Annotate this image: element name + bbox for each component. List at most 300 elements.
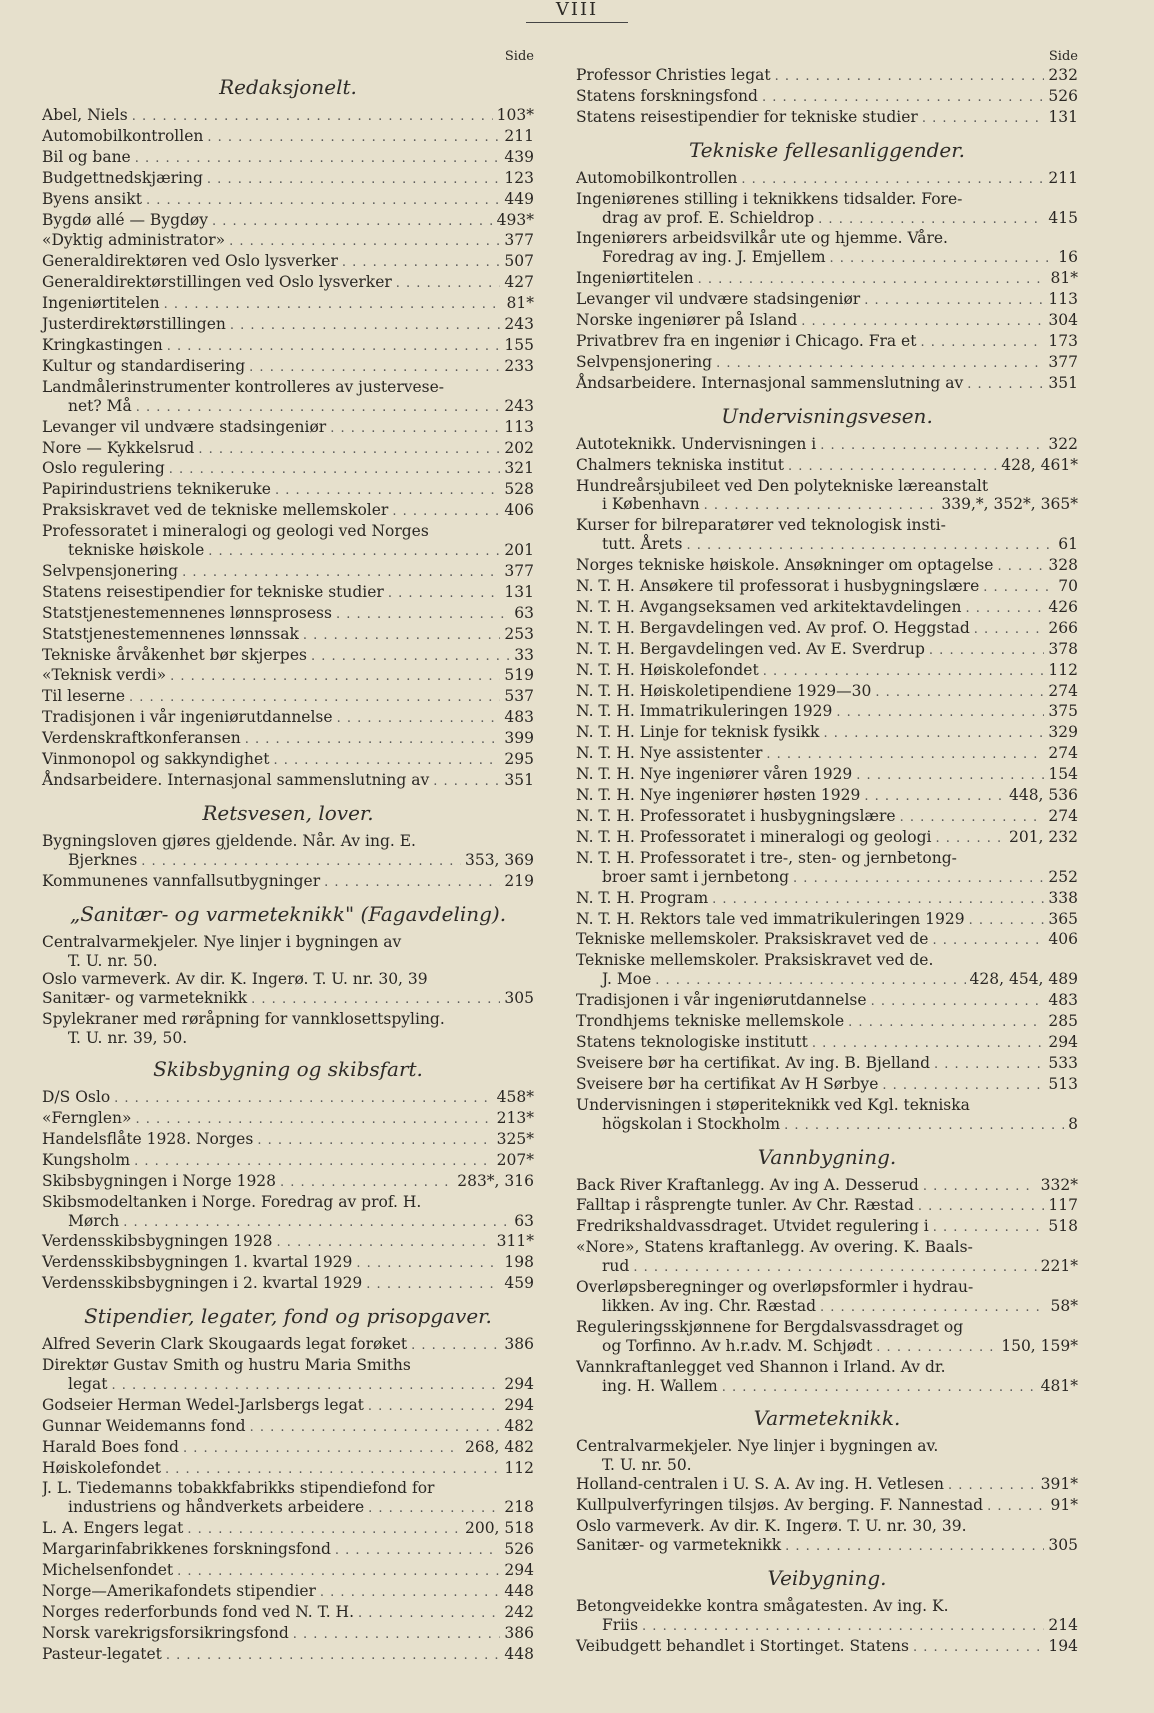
index-entry: [576, 311, 1078, 332]
entry-line: [42, 397, 534, 418]
entry-title: Norges tekniske høiskole. Ansøkninger om optagelse: [576, 556, 994, 575]
page-ref: 526: [1048, 86, 1078, 105]
dot-leader: [762, 89, 1044, 108]
page-ref: 507: [504, 252, 534, 271]
entry-title: rud: [602, 1257, 630, 1276]
entry-title: Sanitær- og varmeteknikk: [576, 1536, 782, 1554]
dot-leader: [848, 1014, 1044, 1033]
index-entry: [42, 1232, 534, 1253]
dot-leader: [948, 1477, 1037, 1496]
page-ref: 242: [504, 1602, 534, 1621]
entry-title: Mørch: [68, 1211, 120, 1230]
index-entry: [576, 640, 1078, 661]
entry-title: Chalmers tekniska institut: [576, 455, 784, 474]
dot-leader: [913, 1639, 1044, 1658]
page-ref: 63: [514, 603, 534, 622]
entry-line: [576, 619, 1078, 640]
entry-line: [42, 252, 534, 273]
entry-line: [576, 598, 1078, 619]
dot-leader: [655, 972, 965, 991]
entry-line: [576, 828, 1078, 849]
entry-title: og Torfinno. Av h.r.adv. M. Schjødt: [602, 1336, 873, 1355]
entry-title: N. T. H. Nye ingeniører høsten 1929: [576, 786, 861, 805]
entry-line: Undervisningen i støperiteknikk ved Kgl. tekniska: [576, 1095, 970, 1114]
entry-line: Hundreårsjubileet ved Den polytekniske læreanstalt: [576, 476, 989, 495]
entry-line: [42, 1109, 534, 1130]
entry-title: Vinmonopol og sakkyndighet: [42, 750, 270, 769]
dot-leader: [392, 503, 500, 522]
entry-title: industriens og håndverkets arbeidere: [68, 1498, 365, 1517]
index-entry: [42, 501, 534, 522]
index-entry: [576, 765, 1078, 786]
index-entry: [42, 970, 534, 989]
entry-line: Spylekraner med røråpning for vannklosettspyling.: [42, 1010, 445, 1029]
entry-line: [42, 729, 534, 750]
index-entry: [42, 211, 534, 232]
index-entry: [576, 598, 1078, 619]
page-ref: 214: [1048, 1615, 1078, 1634]
dot-leader: [433, 773, 500, 792]
dot-leader: [207, 171, 500, 190]
page-ref: 117: [1048, 1196, 1078, 1215]
page-ref: 207*: [496, 1150, 534, 1169]
entry-line: [576, 702, 1078, 723]
entry-title: Justerdirektørstillingen: [42, 315, 226, 334]
dot-leader: [136, 399, 501, 418]
entry-line: [576, 661, 1078, 682]
index-entry: [576, 1075, 1078, 1096]
entry-title: Professor Christies legat: [576, 66, 771, 84]
entry-title: N. T. H. Nye ingeniører våren 1929: [576, 765, 853, 784]
entry-line: [576, 682, 1078, 703]
dot-leader: [836, 704, 1044, 723]
entry-line: [42, 1274, 534, 1295]
dot-leader: [123, 1214, 510, 1233]
entry-line: [42, 357, 534, 378]
entry-line: [42, 336, 534, 357]
page-ref: 201, 232: [1008, 827, 1078, 846]
index-entry: [42, 273, 534, 294]
entry-line: [42, 1582, 534, 1603]
dot-leader: [820, 1299, 1046, 1318]
entry-line: [576, 556, 1078, 577]
dot-leader: [935, 830, 1005, 849]
page-ref: 211: [1048, 168, 1078, 187]
index-entry: [42, 1438, 534, 1459]
entry-title: Sanitær- og varmeteknikk: [42, 989, 248, 1008]
index-entry: [576, 87, 1078, 108]
dot-leader: [686, 537, 1054, 556]
dot-leader: [974, 621, 1045, 640]
index-entry: [576, 1196, 1078, 1217]
page-ref: 483: [504, 708, 534, 727]
entry-title: Kungsholm: [42, 1150, 131, 1169]
entry-title: Sveisere bør ha certifikat Av H Sørbye: [576, 1074, 879, 1093]
entry-title: tekniske høiskole: [68, 541, 205, 560]
page-ref: 448: [504, 1582, 534, 1600]
index-entry: [576, 889, 1078, 910]
page-ref: 198: [504, 1253, 534, 1272]
entry-title: Gunnar Weidemanns fond: [42, 1416, 246, 1435]
entry-line: Centralvarmekjeler. Nye linjer i bygningen av.: [576, 1437, 939, 1456]
dot-leader: [164, 296, 503, 315]
dot-leader: [366, 1276, 500, 1295]
page-ref: 513: [1048, 1074, 1078, 1093]
page-ref: 375: [1048, 702, 1078, 721]
entry-line: Bygningsloven gjøres gjeldende. Når. Av ing. E.: [42, 831, 416, 850]
section-title: Varmeteknikk.: [753, 1406, 901, 1431]
dot-leader: [967, 376, 1044, 395]
entry-title: Michelsenfondet: [42, 1561, 174, 1580]
dot-leader: [177, 1563, 500, 1582]
entry-line: [576, 169, 1078, 190]
index-entry: [42, 336, 534, 357]
dot-leader: [212, 213, 493, 232]
index-entry: [576, 1536, 1078, 1557]
entry-line: [42, 127, 534, 148]
entry-line: [42, 1438, 534, 1459]
dot-leader: [785, 1538, 1044, 1557]
page-ref: 233: [504, 356, 534, 375]
index-entry: [42, 1603, 534, 1624]
page-ref: 406: [1048, 930, 1078, 949]
entry-line: [42, 646, 534, 667]
index-entry: [576, 1096, 1078, 1136]
entry-line: [42, 1396, 534, 1417]
entry-line: [576, 889, 1078, 910]
entry-line: [576, 1475, 1078, 1496]
index-entry: [42, 294, 534, 315]
entry-line: [42, 231, 534, 252]
entry-line: [576, 991, 1078, 1012]
index-entry: [42, 729, 534, 750]
index-entry: [42, 562, 534, 583]
index-entry: [42, 1582, 534, 1603]
page-ref: 112: [504, 1458, 534, 1477]
page-ref: 81*: [506, 294, 534, 313]
dot-leader: [273, 752, 500, 771]
entry-title: N. T. H. Professoratet i husbygningslære: [576, 807, 896, 825]
entry-title: Norsk varekrigsforsikringsfond: [42, 1623, 289, 1642]
index-entry: [576, 332, 1078, 353]
page-ref: 113: [504, 417, 534, 436]
entry-title: Fredrikshaldvassdraget. Utvidet regulering i: [576, 1217, 929, 1236]
page-number: VIII: [526, 0, 628, 23]
index-entry: [576, 456, 1078, 477]
index-entry: [576, 1437, 1078, 1475]
dot-leader: [918, 1198, 1045, 1217]
index-entry: [576, 108, 1078, 129]
entry-title: Tekniske årvåkenhet bør skjerpes: [42, 645, 307, 664]
entry-title: Veibudgett behandlet i Stortinget. Statens: [576, 1636, 909, 1655]
entry-line: J. L. Tiedemanns tobakkfabrikks stipendiefond for: [42, 1479, 435, 1498]
page-ref: 353, 369: [464, 850, 534, 869]
entry-title: i København: [602, 495, 700, 514]
right-column: [576, 48, 1078, 1658]
index-entry: [576, 723, 1078, 744]
index-entry: [576, 1637, 1078, 1658]
index-entry: [576, 1238, 1078, 1278]
index-entry: [576, 577, 1078, 598]
entry-line: [42, 169, 534, 190]
entry-line: Landmålerinstrumenter kontrolleres av justervese-: [42, 377, 445, 396]
entry-title: N. T. H. Nye assistenter: [576, 744, 763, 763]
page-ref: 365: [1048, 909, 1078, 928]
entry-title: Foredrag av ing. J. Emjellem: [602, 248, 826, 267]
page-ref: 8: [1068, 1114, 1078, 1133]
dot-leader: [337, 710, 501, 729]
entry-title: net? Må: [68, 396, 132, 415]
index-entry: [576, 435, 1078, 456]
page-ref: 266: [1048, 618, 1078, 637]
section-title: Vannbygning.: [757, 1144, 897, 1169]
dot-leader: [170, 668, 500, 687]
page-ref: 154: [1048, 765, 1078, 784]
page-ref: 112: [1048, 660, 1078, 679]
entry-title: Generaldirektøren ved Oslo lysverker: [42, 252, 338, 271]
dot-leader: [923, 1178, 1037, 1197]
page-ref: 351: [504, 771, 534, 789]
entry-line: [42, 273, 534, 294]
entry-line: [576, 744, 1078, 765]
index-entry: [42, 872, 534, 893]
entry-line: [42, 989, 534, 1010]
index-entry: [576, 66, 1078, 87]
index-entry: [42, 1459, 534, 1480]
entry-line: [576, 640, 1078, 661]
entry-title: Levanger vil undvære stadsingeniør: [42, 417, 327, 436]
index-entry: [576, 807, 1078, 828]
dot-leader: [182, 564, 500, 583]
dot-leader: [129, 689, 500, 708]
entry-title: likken. Av ing. Chr. Ræstad: [602, 1296, 817, 1315]
index-entry: [576, 1517, 1078, 1536]
index-entry: [42, 190, 534, 211]
entry-line: [576, 868, 1078, 889]
entry-line: [42, 1645, 534, 1666]
index-entry: [576, 229, 1078, 269]
dot-leader: [929, 642, 1044, 661]
page-ref: 426: [1048, 597, 1078, 616]
index-entry: [42, 1479, 534, 1519]
entry-title: ing. H. Wallem: [602, 1376, 718, 1395]
index-entry: [42, 1624, 534, 1645]
entry-title: Papirindustriens teknikeruke: [42, 480, 271, 499]
index-entry: [42, 1010, 534, 1048]
page-ref: 519: [504, 666, 534, 685]
dot-leader: [251, 991, 500, 1010]
index-entry: [576, 828, 1078, 849]
dot-leader: [388, 585, 501, 604]
entry-title: Friis: [602, 1615, 639, 1634]
entry-title: Norges rederforbunds fond ved N. T. H.: [42, 1602, 354, 1621]
entry-title: N. T. H. Linje for teknisk fysikk: [576, 723, 820, 742]
dot-leader: [207, 129, 500, 148]
entry-line: Direktør Gustav Smith og hustru Maria Smiths: [42, 1356, 411, 1375]
entry-title: Verdensskibsbygningen 1. kvartal 1929: [42, 1253, 353, 1272]
page-ref: 219: [504, 871, 534, 890]
index-entry: [42, 522, 534, 562]
dot-leader: [167, 338, 501, 357]
page-ref: 311*: [496, 1232, 534, 1251]
section-title: Skibsbygning og skibsfart.: [153, 1057, 423, 1082]
index-entry: [42, 771, 534, 792]
index-entry: [42, 708, 534, 729]
entry-title: Verdenskraftkonferansen: [42, 729, 241, 748]
entry-title: Budgettnedskjæring: [42, 168, 203, 187]
dot-leader: [198, 441, 500, 460]
entry-title: Tradisjonen i vår ingeniørutdannelse: [576, 991, 867, 1010]
index-entry: [576, 1318, 1078, 1358]
entry-title: Automobilkontrollen: [576, 168, 738, 187]
page-ref: 252: [1048, 867, 1078, 886]
page-ref: 351: [1048, 373, 1078, 392]
dot-leader: [257, 1132, 492, 1151]
entry-line: [576, 269, 1078, 290]
entry-line: Professoratet i mineralogi og geologi ved Norges: [42, 522, 429, 541]
page-ref: 243: [504, 396, 534, 415]
index-entry: [42, 106, 534, 127]
dot-leader: [245, 731, 501, 750]
entry-line: [576, 786, 1078, 807]
dot-leader: [293, 1626, 501, 1645]
entry-title: Autoteknikk. Undervisningen i: [576, 434, 817, 453]
page-ref: 211: [504, 126, 534, 145]
dot-leader: [933, 1219, 1045, 1238]
dot-leader: [165, 1461, 500, 1480]
dot-leader: [932, 932, 1044, 951]
entry-line: [42, 541, 534, 562]
index-entry: [576, 661, 1078, 682]
entry-title: N. T. H. Program: [576, 888, 709, 907]
page-ref: 526: [504, 1540, 534, 1559]
entry-line: [576, 332, 1078, 353]
entry-line: [576, 209, 1078, 230]
entry-line: [576, 765, 1078, 786]
dot-leader: [766, 746, 1044, 765]
index-entry: [42, 418, 534, 439]
page-ref: 113: [1048, 290, 1078, 309]
index-entry: [42, 439, 534, 460]
entry-line: [42, 1253, 534, 1274]
dot-leader: [230, 317, 501, 336]
entry-title: Statens reisestipendier for tekniske studier: [576, 107, 918, 126]
page-ref: 202: [504, 438, 534, 457]
dot-leader: [368, 1398, 500, 1417]
dot-leader: [775, 68, 1045, 87]
page-ref: 213*: [496, 1108, 534, 1127]
dot-leader: [411, 1337, 500, 1356]
index-entry: [42, 169, 534, 190]
entry-line: [576, 1054, 1078, 1075]
entry-title: N. T. H. Immatrikuleringen 1929: [576, 702, 833, 721]
entry-title: «Fernglen»: [42, 1108, 132, 1127]
index-entry: [42, 666, 534, 687]
dot-leader: [722, 1379, 1037, 1398]
index-entry: [42, 604, 534, 625]
page-ref: 131: [1048, 107, 1078, 126]
page-ref: 458*: [496, 1088, 534, 1107]
index-entry: [42, 1540, 534, 1561]
entry-line: [576, 495, 1078, 516]
entry-title: N. T. H. Ansøkere til professorat i husbygningslære: [576, 577, 980, 596]
dot-leader: [135, 150, 501, 169]
dot-leader: [134, 1153, 493, 1172]
section-title: „Sanitær- og varmeteknikk" (Fagavdeling).: [69, 901, 507, 926]
dot-leader: [716, 355, 1044, 374]
entry-line: [42, 459, 534, 480]
entry-line: [42, 687, 534, 708]
page-ref: 415: [1048, 208, 1078, 227]
page-ref: 218: [504, 1498, 534, 1517]
entry-line: [576, 311, 1078, 332]
entry-title: Statstjenestemennenes lønnsprosess: [42, 603, 332, 622]
dot-leader: [875, 684, 1044, 703]
entry-title: Bygdø allé — Bygdøy: [42, 210, 209, 229]
dot-leader: [114, 1090, 493, 1109]
index-entry: [576, 951, 1078, 991]
index-entry: [576, 1278, 1078, 1318]
page-ref: 328: [1048, 556, 1078, 575]
dot-leader: [324, 874, 500, 893]
entry-line: Kurser for bilreparatører ved teknologisk insti-: [576, 516, 946, 535]
dot-leader: [356, 1255, 500, 1274]
page-ref: 294: [504, 1561, 534, 1580]
index-entry: [576, 1358, 1078, 1398]
entry-title: Ingeniørtitelen: [42, 294, 160, 313]
entry-title: Selvpensjonering: [576, 352, 713, 371]
entry-title: Levanger vil undvære stadsingeniør: [576, 290, 861, 309]
dot-leader: [183, 1440, 461, 1459]
index-entry: [576, 290, 1078, 311]
entry-line: Oslo varmeverk. Av dir. K. Ingerø. T. U. nr. 30, 39.: [576, 1517, 967, 1536]
entry-line: [576, 1075, 1078, 1096]
entry-line: Overløpsberegninger og overløpsformler i hydrau-: [576, 1278, 974, 1297]
index-entry: [576, 991, 1078, 1012]
page-ref: 61: [1058, 535, 1078, 554]
page-ref: 406: [504, 501, 534, 520]
index-entry: [576, 169, 1078, 190]
dot-leader: [250, 1419, 501, 1438]
entry-line: [42, 1561, 534, 1582]
entry-title: Handelsflåte 1928. Norges: [42, 1129, 254, 1148]
entry-line: [576, 1176, 1078, 1197]
page-ref: 322: [1048, 434, 1078, 453]
entry-line: [576, 1496, 1078, 1517]
index-entry: [42, 378, 534, 418]
index-entry: [42, 459, 534, 480]
dot-leader: [642, 1618, 1044, 1637]
entry-line: Centralvarmekjeler. Nye linjer i bygningen av: [42, 932, 402, 951]
page-ref: 378: [1048, 639, 1078, 658]
entry-title: Harald Boes fond: [42, 1437, 179, 1456]
entry-title: legat: [68, 1374, 108, 1393]
entry-line: [576, 1377, 1078, 1398]
index-entry: [576, 1176, 1078, 1197]
page-ref: 274: [1048, 681, 1078, 700]
entry-line: [42, 1130, 534, 1151]
entry-line: [576, 456, 1078, 477]
dot-leader: [763, 663, 1045, 682]
entry-line: [576, 66, 1078, 87]
dot-leader: [801, 313, 1044, 332]
dot-leader: [132, 108, 493, 127]
dot-leader: [208, 543, 500, 562]
entry-line: [42, 1519, 534, 1540]
entry-line: [576, 435, 1078, 456]
page-ref: 377: [504, 561, 534, 580]
index-entry: [576, 1475, 1078, 1496]
